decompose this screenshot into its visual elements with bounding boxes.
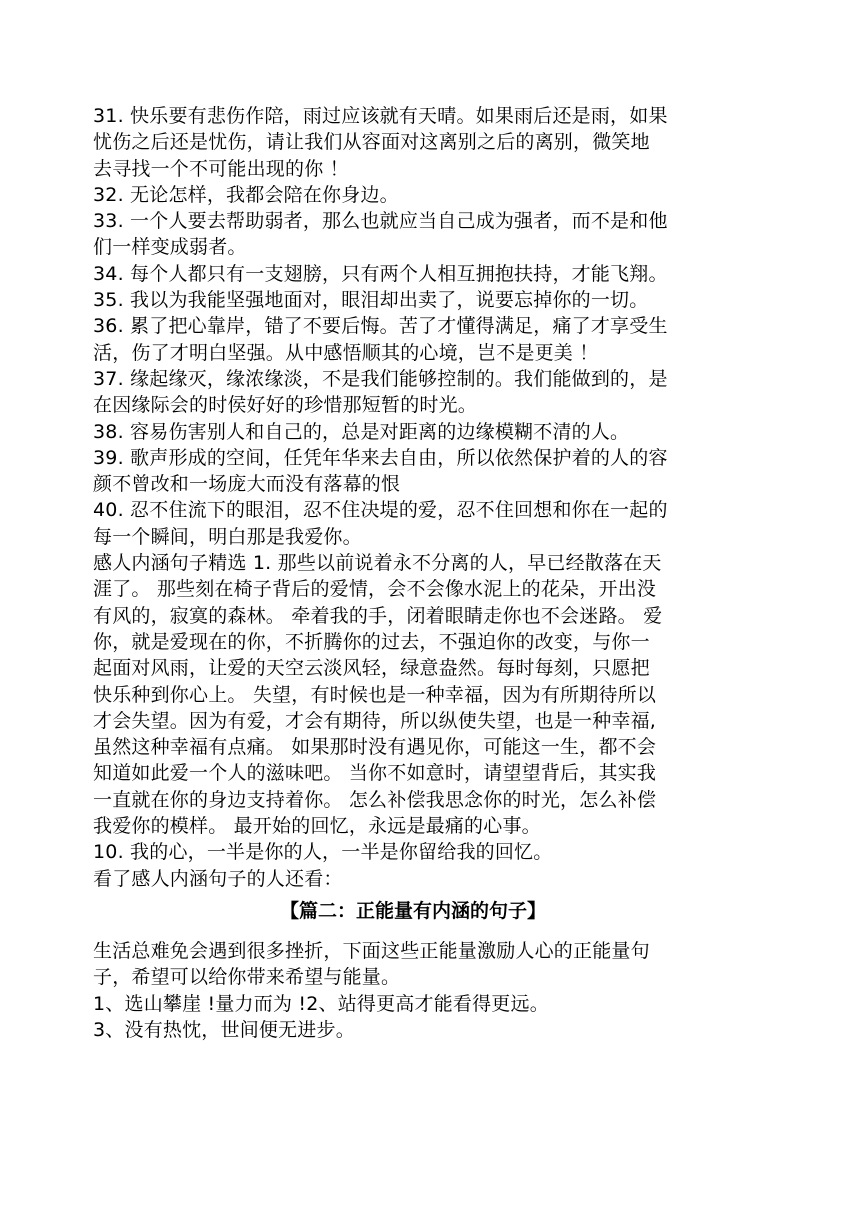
text-line: 颜不曾改和一场庞大而没有落幕的恨	[93, 473, 401, 496]
text-line: 1、选山攀崖 !量力而为 !2、站得更高才能看得更远。	[93, 992, 549, 1015]
text-line: 知道如此爱一个人的滋味吧。 当你不如意时，请望望背后，其实我	[93, 762, 657, 785]
text-line: 看了感人内涵句子的人还看：	[93, 867, 343, 890]
text-line: 34. 每个人都只有一支翅膀，只有两个人相互拥抱扶持，才能飞翔。	[93, 262, 668, 285]
text-line: 39. 歌声形成的空间，任凭年华来去自由，所以依然保护着的人的容	[93, 446, 668, 469]
text-line: 38. 容易伤害别人和自己的，总是对距离的边缘模糊不清的人。	[93, 420, 630, 443]
text-line: 子，希望可以给你带来希望与能量。	[93, 966, 401, 989]
text-line: 36. 累了把心靠岸，错了不要后悔。苦了才懂得满足，痛了才享受生	[93, 315, 668, 338]
text-line: 3、没有热忱，世间便无进步。	[93, 1018, 355, 1041]
text-line: 我爱你的模样。 最开始的回忆，永远是最痛的心事。	[93, 815, 541, 838]
text-line: 40. 忍不住流下的眼泪，忍不住决堤的爱，忍不住回想和你在一起的	[93, 499, 668, 522]
text-line: 生活总难免会遇到很多挫折，下面这些正能量激励人心的正能量句	[93, 939, 650, 962]
text-line: 每一个瞬间，明白那是我爱你。	[93, 525, 362, 548]
document-page	[93, 103, 733, 1043]
text-line: 虽然这种幸福有点痛。 如果那时没有遇见你，可能这一生，都不会	[93, 736, 657, 759]
text-line: 去寻找一个不可能出现的你 ！	[93, 157, 349, 180]
text-line: 31. 快乐要有悲伤作陪，雨过应该就有天晴。如果雨后还是雨，如果	[93, 105, 668, 127]
text-block-bottom	[93, 938, 733, 1043]
text-line: 35. 我以为我能坚强地面对，眼泪却出卖了，说要忘掉你的一切。	[93, 289, 649, 312]
text-line: 活，伤了才明白坚强。从中感悟顺其的心境，岂不是更美 ！	[93, 341, 599, 364]
text-line: 忧伤之后还是忧伤，请让我们从容面对这离别之后的离别，微笑地	[93, 131, 650, 154]
text-line: 快乐种到你心上。 失望，有时候也是一种幸福，因为有所期待所以	[93, 683, 657, 706]
text-line: 涯了。 那些刻在椅子背后的爱情，会不会像水泥上的花朵，开出没	[93, 578, 657, 601]
text-line: 在因缘际会的时侯好好的珍惜那短暂的时光。	[93, 394, 478, 417]
text-line: 们一样变成弱者。	[93, 236, 247, 259]
text-line: 37. 缘起缘灭，缘浓缘淡，不是我们能够控制的。我们能做到的，是	[93, 367, 668, 390]
text-line: 33. 一个人要去帮助弱者，那么也就应当自己成为强者，而不是和他	[93, 210, 668, 233]
text-line: 才会失望。因为有爱，才会有期待，所以纵使失望，也是一种幸福,	[93, 709, 657, 732]
section-heading: 【篇二：正能量有内涵的句子】	[279, 899, 546, 922]
text-line: 感人内涵句子精选 1. 那些以前说着永不分离的人，早已经散落在天	[93, 552, 662, 575]
text-line: 10. 我的心，一半是你的人，一半是你留给我的回忆。	[93, 841, 553, 864]
text-line: 一直就在你的身边支持着你。 怎么补偿我思念你的时光，怎么补偿	[93, 788, 657, 811]
text-block-top	[93, 103, 733, 892]
text-line: 你，就是爱现在的你，不折腾你的过去，不强迫你的改变，与你一	[93, 630, 650, 653]
text-line: 32. 无论怎样，我都会陪在你身边。	[93, 183, 399, 206]
text-line: 起面对风雨，让爱的天空云淡风轻，绿意盎然。每时每刻，只愿把	[93, 657, 650, 680]
text-line: 有风的，寂寞的森林。 牵着我的手，闭着眼睛走你也不会迷路。 爱	[93, 604, 663, 627]
